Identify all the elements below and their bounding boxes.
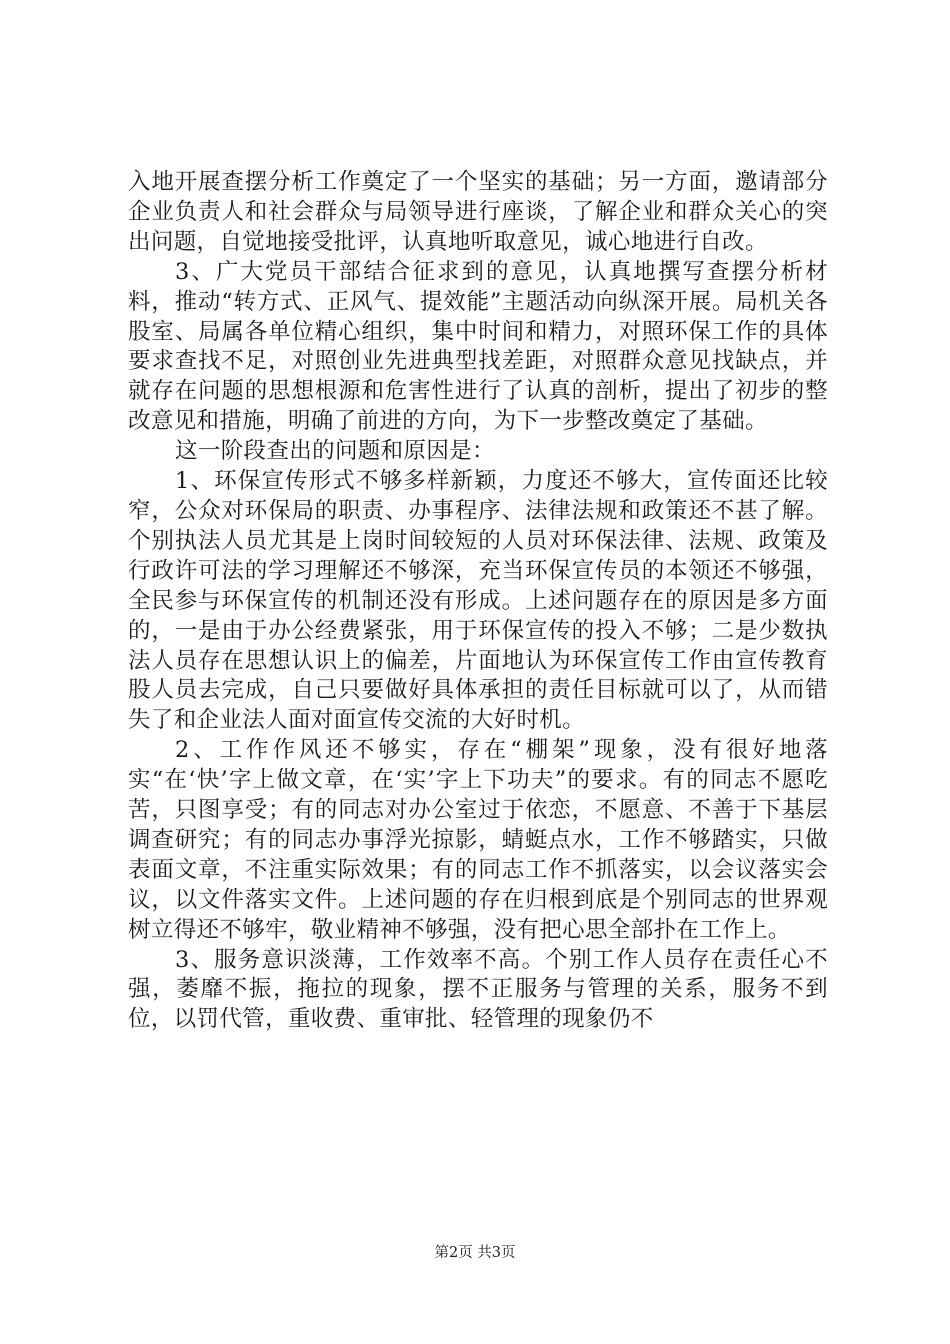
paragraph-problem-2: 2、工作作风还不够实，存在“棚架”现象，没有很好地落实“在‘快’字上做文章，在‘实’字上下功夫”的要求。有的同志不愿吃苦，只图享受；有的同志对办公室过于依恋，不愿意、不善于下基层调查研究；有的同志办事浮光掠影，蜻蜓点水，工作不够踏实，只做表面文章，不注重实际效果；有的同志工作不抓落实，以会议落实会议，以文件落实文件。上述问题的存在归根到底是个别同志的世界观树立得还不够牢，敬业精神不够强，没有把心思全部扑在工作上。 — [128, 737, 828, 943]
paragraph-continuation: 入地开展查摆分析工作奠定了一个坚实的基础；另一方面，邀请部分企业负责人和社会群众与局领导进行座谈，了解企业和群众关心的突出问题，自觉地接受批评，认真地听取意见，诚心地进行自改。 — [128, 169, 828, 255]
document-body — [128, 168, 828, 1035]
paragraph-item-3-materials: 3、广大党员干部结合征求到的意见，认真地撰写查摆分析材料，推动“转方式、正风气、提效能”主题活动向纵深开展。局机关各股室、局属各单位精心组织，集中时间和精力，对照环保工作的具体要求查找不足，对照创业先进典型找差距，对照群众意见找缺点，并就存在问题的思想根源和危害性进行了认真的剖析，提出了初步的整改意见和措施，明确了前进的方向，为下一步整改奠定了基础。 — [128, 258, 828, 435]
paragraph-problem-1: 1、环保宣传形式不够多样新颖，力度还不够大，宣传面还比较窄，公众对环保局的职责、办事程序、法律法规和政策还不甚了解。个别执法人员尤其是上岗时间较短的人员对环保法律、法规、政策及行政许可法的学习理解还不够深，充当环保宣传员的本领还不够强，全民参与环保宣传的机制还没有形成。上述问题存在的原因是多方面的，一是由于办公经费紧张，用于环保宣传的投入不够；二是少数执法人员存在思想认识上的偏差，片面地认为环保宣传工作由宣传教育股人员去完成，自己只要做好具体承担的责任目标就可以了，从而错失了和企业法人面对面宣传交流的大好时机。 — [128, 468, 828, 734]
page-footer: 第2页 共3页 — [434, 1245, 516, 1261]
paragraph-problems-heading: 这一阶段查出的问题和原因是： — [175, 438, 495, 465]
paragraph-problem-3: 3、服务意识淡薄，工作效率不高。个别工作人员存在责任心不强，萎靡不振，拖拉的现象，摆不正服务与管理的关系，服务不到位，以罚代管，重收费、重审批、轻管理的现象仍不 — [128, 946, 828, 1033]
